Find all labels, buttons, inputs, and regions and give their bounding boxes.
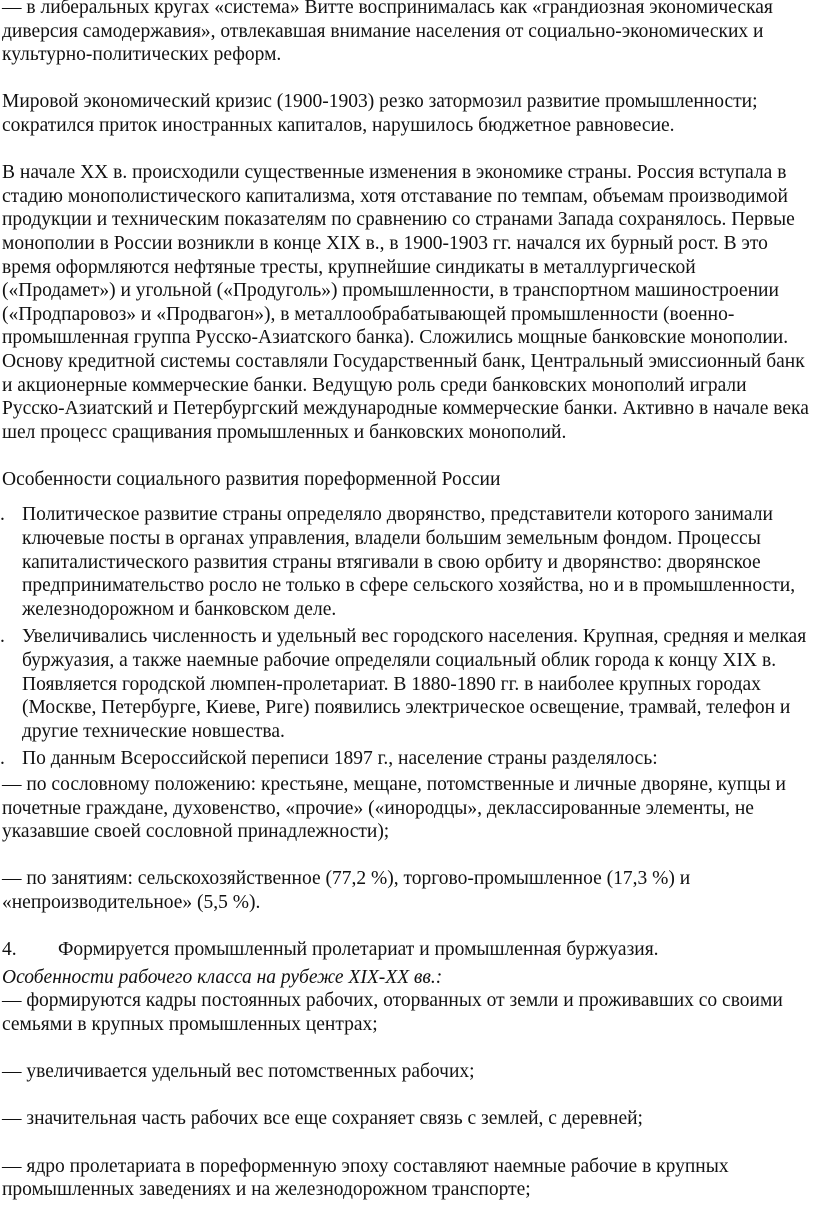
list-item-text: Увеличивались численность и удельный вес городского населения. Крупная, средняя и мелкая буржуазия, а также наемные рабочие определяли социальный облик города к концу XIX в. Появляется городской люмпен-пролетариат. В 1880-1890 гг. в наиболее крупных городах (Москве, Петербурге, Киеве, Риге) появились электрическое освещение, трамвай, телефон и другие технические новшества. (22, 626, 807, 742)
italic-subheading: Особенности рабочего класса на рубеже XIX-XX вв.: (2, 966, 443, 988)
spacer (2, 1084, 814, 1108)
list-item-census (2, 747, 814, 771)
spacer (2, 1131, 814, 1155)
paragraph-estates: — по сословному положению: крестьяне, мещане, потомственные и личные дворяне, купцы и почетные граждане, духовенство, «прочие» («инородцы», деклассированные элементы, не указавшие своей сословной принадлежности); (2, 774, 786, 843)
numbered-item-text: Формируется промышленный пролетариат и промышленная буржуазия. (58, 939, 659, 961)
list-marker: . (0, 748, 5, 770)
list-number: 4. (2, 939, 17, 961)
worker-feature-4: — ядро пролетариата в пореформенную эпоху составляют наемные рабочие в крупных промышленных заведениях и на железнодорожном транспорте; (2, 1155, 729, 1201)
worker-feature-1: — формируются кадры постоянных рабочих, оторванных от земли и проживавших со своими семьями в крупных промышленных центрах; (2, 990, 783, 1035)
spacer (2, 138, 814, 162)
paragraph-witte-system: — в либеральных кругах «система» Витте воспринималась как «грандиозная экономическая диверсия самодержавия», отвлекавшая внимание населения от социально-экономических и культурно-политических реформ. (2, 0, 773, 66)
paragraph-occupations: — по занятиям: сельскохозяйственное (77,2 %), торгово-промышленное (17,3 %) и «непроизводительное» (5,5 %). (2, 868, 691, 913)
spacer (2, 844, 814, 868)
list-marker: . (0, 504, 5, 526)
list-item-urban-population (2, 625, 814, 743)
list-item-text: По данным Всероссийской переписи 1897 г., население страны разделялось: (22, 748, 658, 770)
spacer (2, 1037, 814, 1061)
worker-feature-3: — значительная часть рабочих все еще сохраняет связь с землей, с деревней; (2, 1108, 643, 1130)
list-item-text: Политическое развитие страны определяло дворянство, представители которого занимали ключевые посты в органах управления, владели большим земельным фондом. Процессы капиталистического развития страны втягивали в свою орбиту и дворянство: дворянское предпринимательство росло не только в сфере сельского хозяйства, но и в промышленности, железнодорожном и банковском деле. (22, 504, 796, 620)
paragraph-economic-crisis: Мировой экономический кризис (1900-1903) резко затормозил развитие промышленности; сократился приток иностранных капиталов, нарушилось бюджетное равновесие. (2, 91, 758, 136)
list-marker: . (0, 626, 5, 648)
worker-feature-2: — увеличивается удельный вес потомственных рабочих; (2, 1061, 475, 1083)
numbered-item-4 (2, 938, 814, 962)
section-heading: Особенности социального развития пореформенной России (2, 468, 501, 490)
spacer (2, 491, 814, 503)
spacer (2, 444, 814, 468)
list-item-nobility (2, 503, 814, 621)
paragraph-monopolies: В начале XX в. происходили существенные изменения в экономике страны. Россия вступала в стадию монополистического капитализма, хотя отставание по темпам, объемам производимой продукции и техническим показателям по сравнению со странами Запада сохранялось. Первые монополии в России возникли в конце XIX в., в 1900-1903 гг. начался их бурный рост. В это время оформляются нефтяные тресты, крупнейшие синдикаты в металлургической («Продамет») и угольной («Продуголь») промышленности, в транспортном машиностроении («Продпаровоз» и «Продвагон»), в металлообрабатывающей промышленности (военно-промышленная группа Русско-Азиатского банка). Сложились мощные банковские монополии. Основу кредитной системы составляли Государственный банк, Центральный эмиссионный банк и акционерные коммерческие банки. Ведущую роль среди банковских монополий играли Русско-Азиатский и Петербургский международные коммерческие банки. Активно в начале века шел процесс сращивания промышленных и банковских монополий. (2, 162, 809, 443)
spacer (2, 915, 814, 939)
spacer (2, 67, 814, 91)
